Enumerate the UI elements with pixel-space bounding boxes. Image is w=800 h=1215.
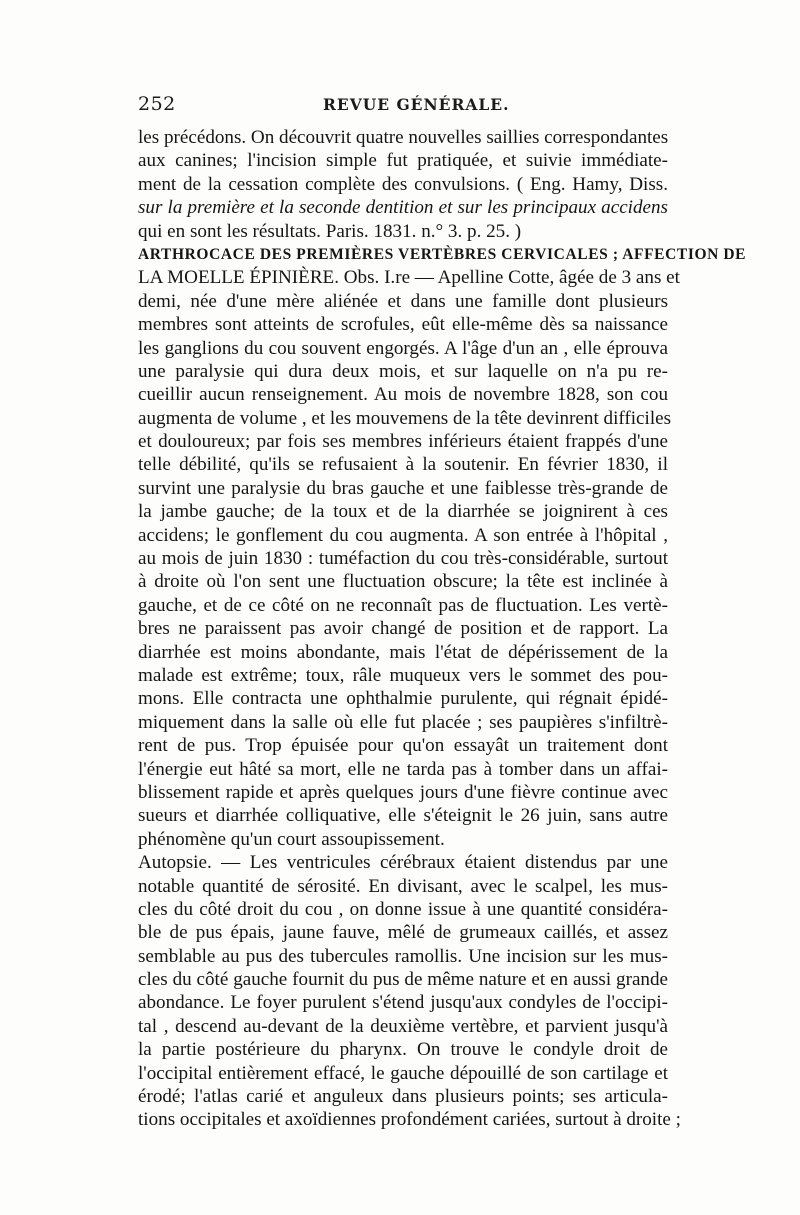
- journal-title: REVUE GÉNÉRALE.: [323, 95, 510, 114]
- text-line: miquement dans la salle où elle fut placée ; ses paupières s'infiltrè-: [138, 711, 668, 733]
- text-line: l'énergie eut hâté sa mort, elle ne tarda pas à tomber dans un affai-: [138, 758, 668, 780]
- text-line: l'occipital entièrement effacé, le gauche dépouillé de son cartilage et: [138, 1062, 668, 1084]
- text-line: rent de pus. Trop épuisée pour qu'on essayât un traitement dont: [138, 735, 668, 757]
- text-line: malade est extrême; toux, râle muqueux vers le sommet des pou-: [138, 664, 668, 686]
- text-line: sueurs et diarrhée colliquative, elle s'éteignit le 26 juin, sans autre: [138, 805, 668, 827]
- text-line: et douloureux; par fois ses membres inférieurs étaient frappés d'une: [138, 431, 668, 453]
- text-line: telle débilité, qu'ils se refusaient à la soutenir. En février 1830, il: [138, 454, 668, 476]
- text-line: cles du côté droit du cou , on donne issue à une quantité considéra-: [138, 898, 668, 920]
- page-number: 252: [138, 93, 176, 115]
- section-heading-line: ARTHROCACE DES PREMIÈRES VERTÈBRES CERVICALES ; AFFECTION DE: [138, 245, 747, 263]
- text-line: une paralysie qui dura deux mois, et sur laquelle on n'a pu re-: [138, 360, 668, 382]
- text-line: la jambe gauche; de la toux et de la diarrhée se joignirent à ces: [138, 501, 668, 523]
- text-line: les ganglions du cou souvent engorgés. A l'âge d'un an , elle éprouva: [138, 337, 668, 359]
- text-line: phénomène qu'un court assoupissement.: [138, 828, 445, 850]
- text-line: tions occipitales et axoïdiennes profondément cariées, surtout à droite ;: [138, 1109, 681, 1131]
- text-line: au mois de juin 1830 : tuméfaction du cou très-considérable, surtout: [138, 548, 668, 570]
- text-line: érodé; l'atlas carié et anguleux dans plusieurs points; ses articula-: [138, 1086, 668, 1108]
- text-line: Autopsie. — Les ventricules cérébraux étaient distendus par une: [138, 852, 668, 874]
- text-line: blissement rapide et après quelques jours d'une fièvre continue avec: [138, 781, 668, 803]
- text-line: accidens; le gonflement du cou augmenta. A son entrée à l'hôpital ,: [138, 524, 668, 546]
- text-line: les précédons. On découvrit quatre nouvelles saillies correspondantes: [138, 127, 669, 148]
- text-line: gauche, et de ce côté on ne reconnaît pas de fluctuation. Les vertè-: [138, 594, 668, 616]
- text-line: sur la première et la seconde dentition et sur les principaux accidens: [138, 197, 668, 219]
- text-line: notable quantité de sérosité. En divisant, avec le scalpel, les mus-: [138, 875, 668, 897]
- text-line: ment de la cessation complète des convulsions. ( Eng. Hamy, Diss.: [138, 173, 668, 195]
- body-text: [138, 126, 747, 1132]
- text-line: bres ne paraissent pas avoir changé de position et de rapport. La: [138, 618, 668, 640]
- text-line: qui en sont les résultats. Paris. 1831. n.° 3. p. 25. ): [138, 220, 522, 242]
- running-head: [138, 93, 668, 121]
- text-line: ble de pus épais, jaune fauve, mêlé de grumeaux caillés, et assez: [138, 922, 668, 944]
- text-line: survint une paralysie du bras gauche et une faiblesse très-grande de: [138, 477, 668, 499]
- text-line: LA MOELLE ÉPINIÈRE. Obs. I.re — Apelline Cotte, âgée de 3 ans et: [138, 267, 680, 289]
- text-line: membres sont atteints de scrofules, eût elle-même dès sa naissance: [138, 314, 668, 336]
- text-line: mons. Elle contracta une ophthalmie purulente, qui régnait épidé-: [138, 688, 668, 710]
- text-line: la partie postérieure du pharynx. On trouve le condyle droit de: [138, 1039, 668, 1061]
- text-line: à droite où l'on sent une fluctuation obscure; la tête est inclinée à: [138, 571, 668, 593]
- text-line: aux canines; l'incision simple fut pratiquée, et suivie immédiate-: [138, 150, 668, 172]
- text-line: cles du côté gauche fournit du pus de même nature et en aussi grande: [138, 969, 668, 991]
- text-line: demi, née d'une mère aliénée et dans une famille dont plusieurs: [138, 290, 668, 312]
- text-line: abondance. Le foyer purulent s'étend jusqu'aux condyles de l'occipi-: [138, 992, 668, 1014]
- text-line: cueillir aucun renseignement. Au mois de novembre 1828, son cou: [138, 384, 668, 406]
- text-line: tal , descend au-devant de la deuxième vertèbre, et parvient jusqu'à: [138, 1015, 668, 1037]
- text-line: semblable au pus des tubercules ramollis. Une incision sur les mus-: [138, 945, 668, 967]
- text-line: augmenta de volume , et les mouvemens de la tête devinrent difficiles: [138, 407, 672, 429]
- text-line: diarrhée est moins abondante, mais l'état de dépérissement de la: [138, 641, 668, 663]
